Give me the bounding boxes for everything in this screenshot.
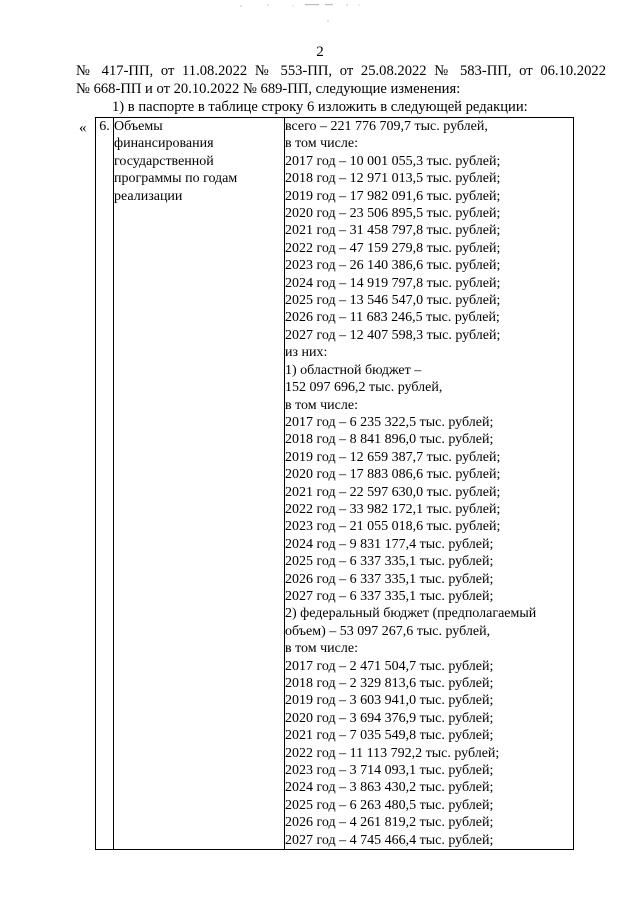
funding-line: 2017 год – 6 235 322,5 тыс. рублей; bbox=[285, 414, 494, 430]
funding-line: из них: bbox=[285, 345, 328, 361]
funding-line: 2023 год – 21 055 018,6 тыс. рублей; bbox=[285, 519, 501, 535]
funding-line: 2026 год – 4 261 819,2 тыс. рублей; bbox=[285, 815, 494, 831]
funding-line: 2019 год – 17 982 091,6 тыс. рублей; bbox=[285, 188, 501, 204]
funding-line: 2024 год – 14 919 797,8 тыс. рублей; bbox=[285, 275, 501, 291]
row-name-line: финансирования bbox=[114, 136, 214, 152]
funding-line: 2023 год – 26 140 386,6 тыс. рублей; bbox=[285, 258, 501, 274]
row-name-line: Объемы bbox=[114, 119, 163, 134]
funding-line: 2022 год – 11 113 792,2 тыс. рублей; bbox=[285, 745, 500, 761]
funding-line: объем) – 53 097 267,6 тыс. рублей, bbox=[285, 623, 491, 639]
funding-line: 2026 год – 6 337 335,1 тыс. рублей; bbox=[285, 571, 494, 587]
funding-line: в том числе: bbox=[285, 641, 358, 657]
funding-line: 2021 год – 7 035 549,8 тыс. рублей; bbox=[285, 728, 494, 744]
page-number: 2 bbox=[316, 44, 324, 60]
table-row bbox=[96, 118, 574, 850]
funding-line: 2024 год – 3 863 430,2 тыс. рублей; bbox=[285, 780, 494, 796]
scan-specks bbox=[235, 0, 405, 28]
row-name-line: государственной bbox=[114, 153, 214, 169]
funding-line: 2020 год – 23 506 895,5 тыс. рублей; bbox=[285, 206, 501, 222]
funding-line: 2020 год – 17 883 086,6 тыс. рублей; bbox=[285, 467, 501, 483]
intro-line-2: № 668-ПП и от 20.10.2022 № 689-ПП, следующие изменения: bbox=[76, 81, 461, 97]
funding-line: 2025 год – 6 337 335,1 тыс. рублей; bbox=[285, 554, 494, 570]
funding-line: 2024 год – 9 831 177,4 тыс. рублей; bbox=[285, 536, 494, 552]
intro-line-1: № 417-ПП, от 11.08.2022 № 553-ПП, от 25.08.2022 № 583-ПП, от 06.10.2022 bbox=[76, 63, 606, 79]
funding-line: 2020 год – 3 694 376,9 тыс. рублей; bbox=[285, 710, 494, 726]
opening-quote: « bbox=[79, 120, 87, 136]
funding-line: в том числе: bbox=[285, 397, 358, 413]
funding-line: в том числе: bbox=[285, 136, 358, 152]
row-name-cell bbox=[114, 118, 285, 850]
funding-line: 2018 год – 2 329 813,6 тыс. рублей; bbox=[285, 676, 494, 691]
funding-line: 2019 год – 3 603 941,0 тыс. рублей; bbox=[285, 693, 494, 709]
funding-line: 2027 год – 6 337 335,1 тыс. рублей; bbox=[285, 588, 494, 604]
funding-line: 2) федеральный бюджет (предполагаемый bbox=[285, 606, 537, 622]
funding-line: 2018 год – 8 841 896,0 тыс. рублей; bbox=[285, 432, 494, 448]
funding-line: 2017 год – 10 001 055,3 тыс. рублей; bbox=[285, 153, 501, 169]
funding-line: 2021 год – 31 458 797,8 тыс. рублей; bbox=[285, 223, 501, 239]
funding-line: 2025 год – 6 263 480,5 тыс. рублей; bbox=[285, 797, 494, 813]
row-name-line: реализации bbox=[114, 188, 183, 204]
row-number-cell: 6. bbox=[96, 118, 114, 850]
funding-line: 2023 год – 3 714 093,1 тыс. рублей; bbox=[285, 763, 494, 779]
funding-line: 2027 год – 12 407 598,3 тыс. рублей; bbox=[285, 327, 501, 343]
funding-line: 2025 год – 13 546 547,0 тыс. рублей; bbox=[285, 293, 501, 309]
funding-line: 2022 год – 47 159 279,8 тыс. рублей; bbox=[285, 240, 501, 256]
funding-line: всего – 221 776 709,7 тыс. рублей, bbox=[285, 119, 488, 134]
funding-line: 2021 год – 22 597 630,0 тыс. рублей; bbox=[285, 484, 501, 500]
funding-line: 2017 год – 2 471 504,7 тыс. рублей; bbox=[285, 658, 494, 674]
passport-table bbox=[95, 117, 574, 850]
funding-line: 2022 год – 33 982 172,1 тыс. рублей; bbox=[285, 501, 501, 517]
funding-line: 2019 год – 12 659 387,7 тыс. рублей; bbox=[285, 449, 501, 465]
funding-line: 2027 год – 4 745 466,4 тыс. рублей; bbox=[285, 832, 494, 848]
funding-line: 152 097 696,2 тыс. рублей, bbox=[285, 380, 443, 396]
intro-line-3: 1) в паспорте в таблице строку 6 изложить в следующей редакции: bbox=[112, 99, 528, 115]
funding-line: 2018 год – 12 971 013,5 тыс. рублей; bbox=[285, 171, 501, 187]
funding-line: 1) областной бюджет – bbox=[285, 362, 422, 378]
row-name-line: программы по годам bbox=[114, 171, 238, 187]
row-values-cell bbox=[285, 118, 574, 850]
funding-line: 2026 год – 11 683 246,5 тыс. рублей; bbox=[285, 310, 500, 326]
